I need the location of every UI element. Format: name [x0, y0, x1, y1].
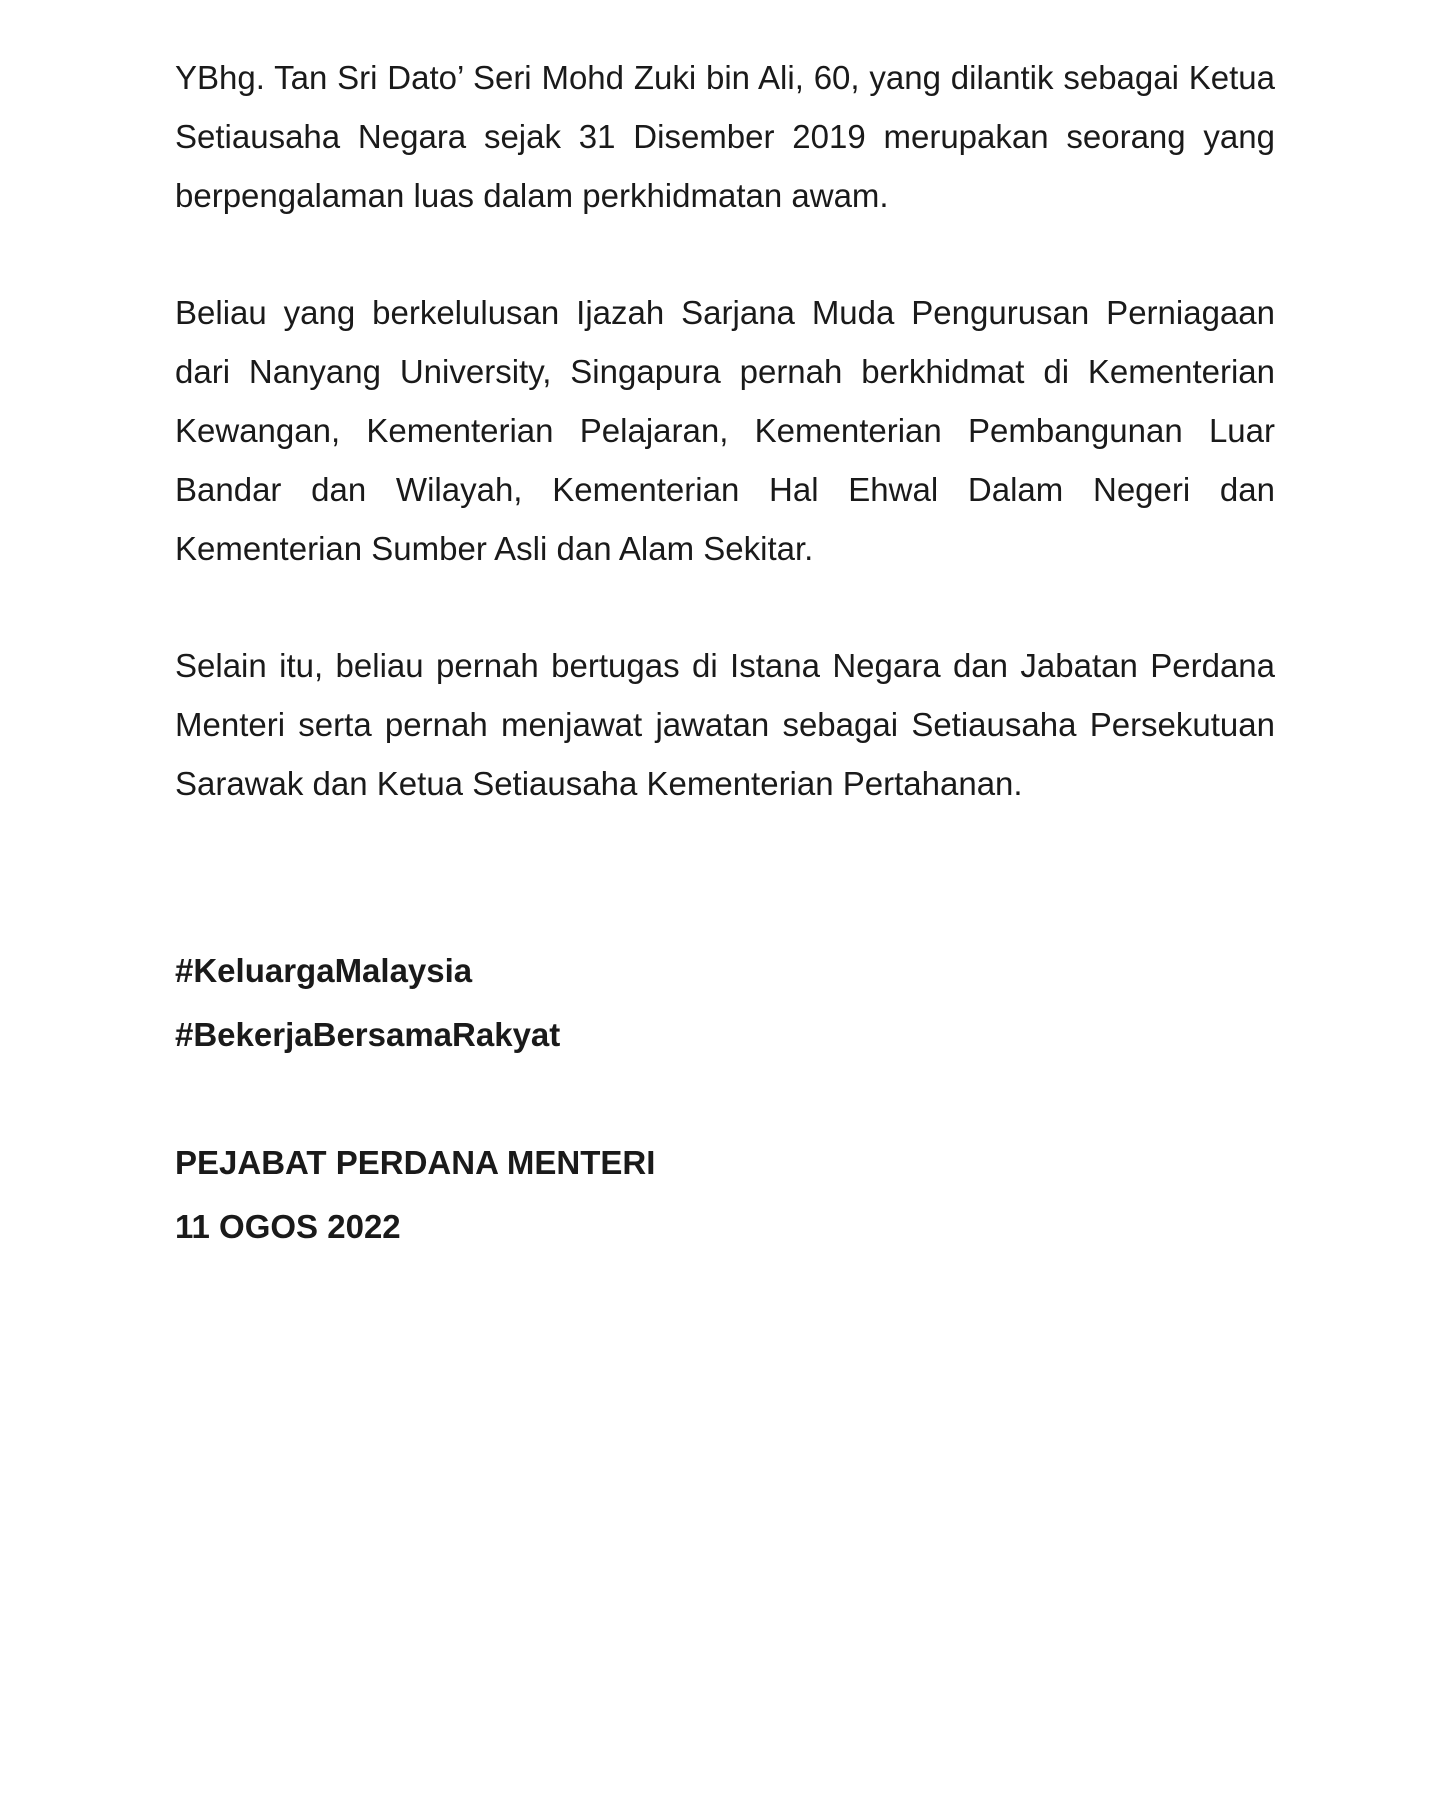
hashtag-keluarga-malaysia: #KeluargaMalaysia: [175, 952, 473, 989]
signoff-block: [175, 1131, 1275, 1259]
paragraph-other-positions: Selain itu, beliau pernah bertugas di Istana Negara dan Jabatan Perdana Menteri serta pernah menjawat jawatan sebagai Setiausaha Persekutuan Sarawak dan Ketua Setiausaha Kementerian Pertahanan.: [175, 647, 1275, 802]
hashtag-bekerja-bersama-rakyat: #BekerjaBersamaRakyat: [175, 1016, 561, 1053]
document-page: [175, 48, 1275, 1259]
issuing-office: PEJABAT PERDANA MENTERI: [175, 1144, 656, 1181]
paragraph-education-career: Beliau yang berkelulusan Ijazah Sarjana Muda Pengurusan Perniagaan dari Nanyang University, Singapura pernah berkhidmat di Kementerian Kewangan, Kementerian Pelajaran, Kementerian Pembangunan Luar Bandar dan Wilayah, Kementerian Hal Ehwal Dalam Negeri dan Kementerian Sumber Asli dan Alam Sekitar.: [175, 294, 1275, 567]
paragraph-appointment: YBhg. Tan Sri Dato’ Seri Mohd Zuki bin Ali, 60, yang dilantik sebagai Ketua Setiausaha Negara sejak 31 Disember 2019 merupakan seorang yang berpengalaman luas dalam perkhidmatan awam.: [175, 59, 1275, 214]
hashtag-list: [175, 939, 1275, 1067]
issue-date: 11 OGOS 2022: [175, 1208, 401, 1245]
